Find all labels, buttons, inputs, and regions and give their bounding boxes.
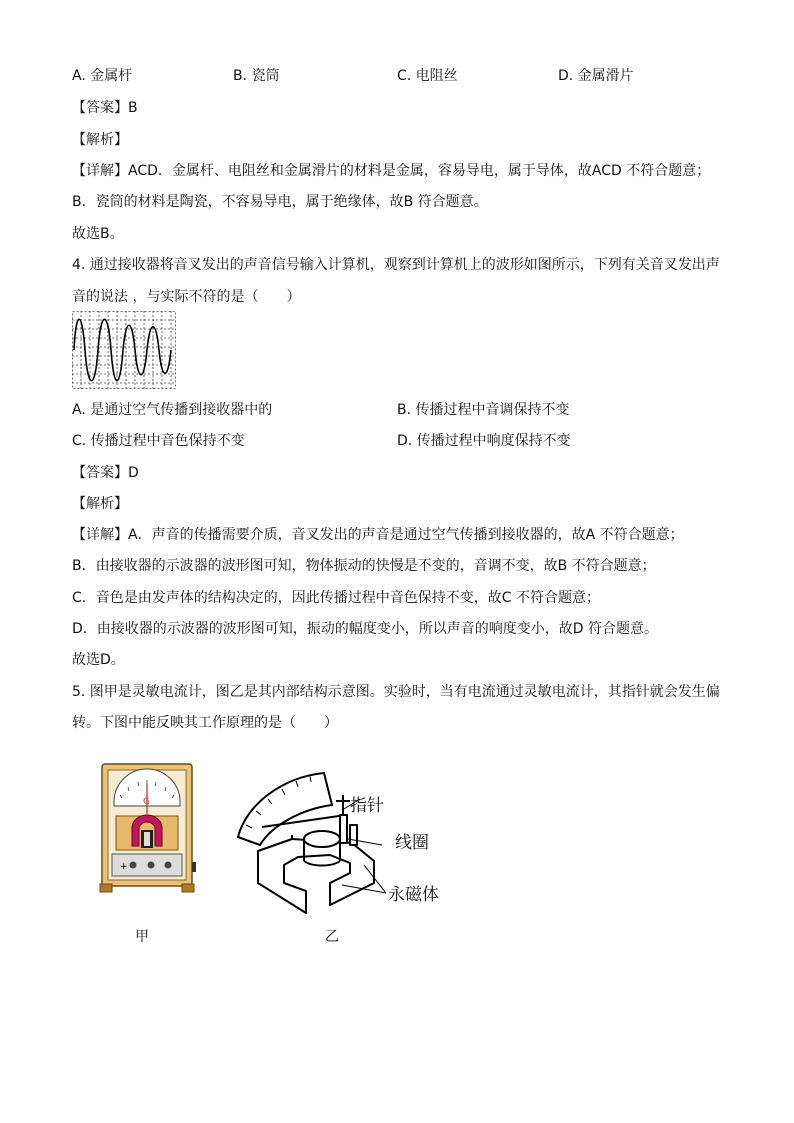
- q4-option-b: B. 传播过程中音调保持不变: [397, 402, 570, 418]
- q4-option-a: A. 是通过空气传播到接收器中的: [72, 402, 273, 418]
- label-coil: 线圈: [395, 833, 429, 853]
- galvanometer-illustration: [98, 762, 198, 894]
- q3-option-b: B. 瓷筒: [233, 68, 280, 84]
- q3-option-a: A. 金属杆: [72, 68, 133, 84]
- svg-text:+: +: [120, 862, 128, 872]
- galvanometer-structure-diagram: [232, 765, 382, 920]
- label-pointer: 指针: [350, 796, 384, 816]
- q4-answer: 【答案】D: [72, 465, 139, 481]
- q3-answer: 【答案】B: [72, 100, 138, 116]
- q3-detail-2: B．瓷筒的材料是陶瓷，不容易导电，属于绝缘体，故B 符合题意。: [72, 194, 488, 210]
- wave-trace: [74, 319, 171, 381]
- q3-conclusion: 故选B。: [72, 226, 124, 242]
- q4-detail-1: 【详解】A．声音的传播需要介质，音叉发出的声音是通过空气传播到接收器的，故A 不符合题意；: [72, 527, 684, 543]
- q4-option-d: D. 传播过程中响度保持不变: [397, 433, 571, 449]
- figure-jia-label: 甲: [135, 929, 149, 945]
- q3-detail-1: 【详解】ACD．金属杆、电阻丝和金属滑片的材料是金属，容易导电，属于导体，故ACD 不符合题意；: [72, 163, 711, 179]
- label-magnet: 永磁体: [388, 885, 439, 905]
- q4-waveform-figure: [72, 311, 176, 389]
- q3-analysis: 【解析】: [72, 132, 128, 148]
- q4-option-c: C. 传播过程中音色保持不变: [72, 433, 245, 449]
- q5-stem-2: 转。下图中能反映其工作原理的是（ ）: [72, 715, 338, 731]
- q5-stem-1: 5. 图甲是灵敏电流计，图乙是其内部结构示意图。实验时，当有电流通过灵敏电流计，其指针就会发生偏: [72, 684, 720, 700]
- q3-option-c: C. 电阻丝: [397, 68, 458, 84]
- q4-detail-2: B．由接收器的示波器的波形图可知，物体振动的快慢是不变的，音调不变，故B 不符合题意；: [72, 558, 656, 574]
- q4-analysis: 【解析】: [72, 496, 128, 512]
- q4-detail-4: D．由接收器的示波器的波形图可知，振动的幅度变小，所以声音的响度变小，故D 符合题意。: [72, 621, 659, 637]
- figure-yi-label: 乙: [325, 929, 339, 945]
- meter-letter: G: [143, 797, 150, 807]
- q4-conclusion: 故选D。: [72, 652, 125, 668]
- q4-stem-1: 4. 通过接收器将音叉发出的声音信号输入计算机，观察到计算机上的波形如图所示，下列有关音叉发出声: [72, 257, 720, 273]
- q3-option-d: D. 金属滑片: [558, 68, 634, 84]
- q4-detail-3: C．音色是由发声体的结构决定的，因此传播过程中音色保持不变，故C 不符合题意；: [72, 590, 600, 606]
- q4-stem-2: 音的说法 ，与实际不符的是（ ）: [72, 289, 301, 305]
